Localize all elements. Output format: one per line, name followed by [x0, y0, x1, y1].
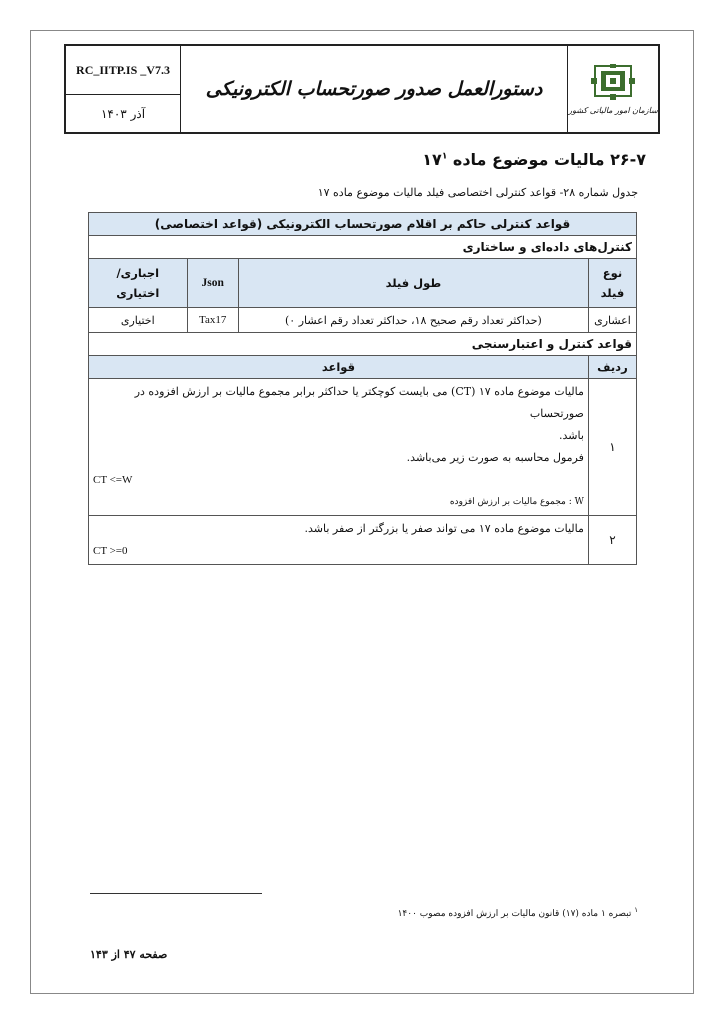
column-mandatory: اجباری/ اختیاری [89, 259, 188, 308]
document-code: RC_IITP.IS _V7.3 [66, 46, 180, 95]
rule-text: مالیات موضوع ماده ۱۷ (CT) می بایست کوچکتر یا حداکثر برابر مجموع مالیات بر ارزش افزوده در صورتحساب [134, 385, 584, 420]
table-caption: جدول شماره ۲۸- قواعد کنترلی اختصاصی فیلد مالیات موضوع ماده ۱۷ [317, 186, 638, 199]
organization-logo [567, 46, 658, 132]
rule-number: ۲ [588, 516, 636, 565]
rule-content [89, 516, 589, 565]
header-meta [66, 46, 181, 132]
structural-controls-header: کنترل‌های داده‌ای و ساختاری [89, 236, 637, 259]
column-rules: قواعد [89, 356, 589, 379]
rule-formula: CT >=0 [93, 545, 128, 557]
document-header [64, 44, 660, 134]
document-title: دستورالعمل صدور صورتحساب الکترونیکی [205, 78, 543, 100]
rule-number: ۱ [588, 379, 636, 516]
section-title [422, 150, 646, 169]
column-field-type: نوع فیلد [588, 259, 636, 308]
cell-json: Tax17 [187, 308, 238, 333]
rule-text: باشد. [558, 429, 584, 442]
cell-field-type: اعشاری [588, 308, 636, 333]
table-main-header: قواعد کنترلی حاکم بر اقلام صورتحساب الکترونیکی (قواعد اختصاصی) [89, 213, 637, 236]
rule-text: فرمول محاسبه به صورت زیر می‌باشد. [406, 451, 584, 464]
cell-mandatory: اختیاری [89, 308, 188, 333]
emblem-icon [591, 64, 635, 104]
rule-content [89, 379, 589, 516]
footnote-ref: ۱ [441, 151, 448, 162]
column-field-length: طول فیلد [238, 259, 588, 308]
page-number: صفحه ۴۷ از ۱۴۳ [90, 948, 168, 961]
footnote-text: تبصره ۱ ماده (۱۷) قانون مالیات بر ارزش افزوده مصوب ۱۴۰۰ [397, 909, 632, 919]
rule-text: مالیات موضوع ماده ۱۷ می تواند صفر یا بزرگتر از صفر باشد. [304, 522, 584, 535]
footnote-divider [90, 893, 262, 894]
validation-rules-header: قواعد کنترل و اعتبارسنجی [89, 333, 637, 356]
footnote-mark: ۱ [634, 906, 638, 914]
table-row [89, 516, 637, 565]
section-title-text: ۲۶-۷ مالیات موضوع ماده ۱۷ [422, 150, 646, 169]
footnote [398, 906, 638, 919]
document-date: آذر ۱۴۰۳ [100, 106, 146, 121]
column-json: Json [187, 259, 238, 308]
rule-legend: W : مجموع مالیات بر ارزش افزوده [449, 497, 584, 507]
cell-field-length: (حداکثر تعداد رقم صحیح ۱۸، حداکثر تعداد رقم اعشار ۰) [238, 308, 588, 333]
rule-formula: CT <=W [93, 474, 133, 486]
logo-caption: سازمان امور مالیاتی کشور [568, 105, 658, 115]
table-row [89, 379, 637, 516]
column-row: ردیف [588, 356, 636, 379]
rules-table [88, 212, 637, 565]
